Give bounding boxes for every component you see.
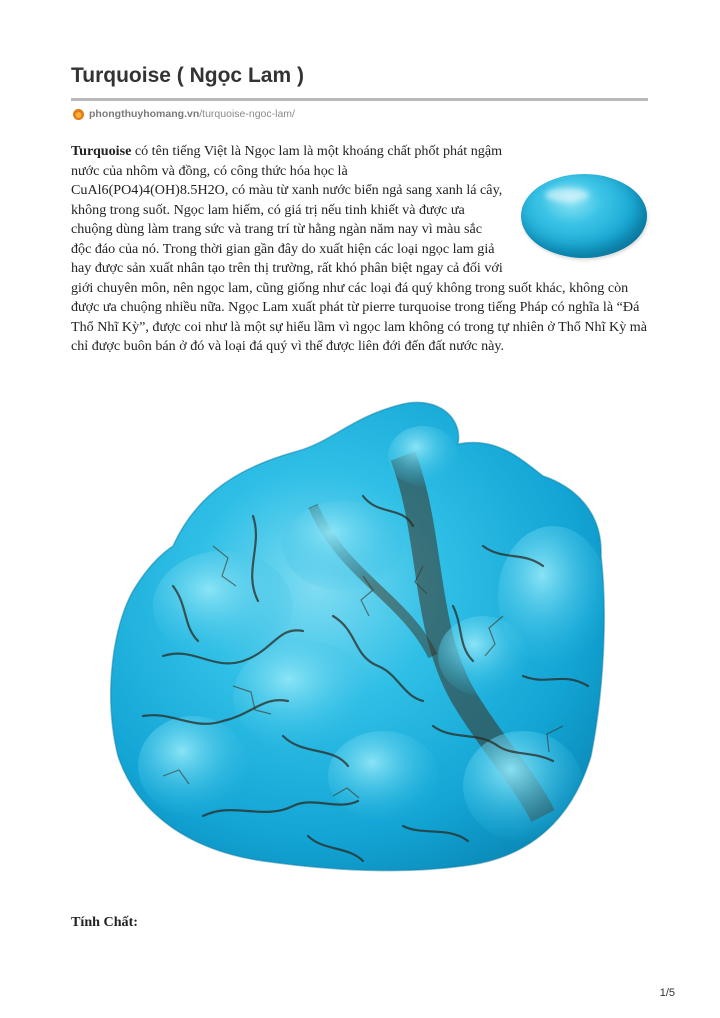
intro-paragraph: [71, 142, 649, 357]
page-number: 1/5: [659, 987, 675, 999]
turquoise-nugget-image: [103, 396, 613, 876]
page-title: Turquoise ( Ngọc Lam ): [71, 64, 304, 87]
source-path[interactable]: /turquoise-ngoc-lam/: [199, 108, 295, 120]
source-line[interactable]: [73, 107, 295, 121]
site-favicon-icon: [73, 109, 84, 120]
section-heading-properties: Tính Chất:: [71, 914, 138, 930]
intro-lead-term: Turquoise: [71, 143, 132, 159]
turquoise-cabochon-image: [513, 156, 647, 256]
title-divider: [71, 98, 648, 101]
intro-body-text: có tên tiếng Việt là Ngọc lam là một khoáng chất phốt phát ngậm nước của nhôm và đồng, có công thức hóa học là CuAl6(PO4)4(OH)8.5H2O, có màu từ xanh nước biển ngả sang xanh lá cây, không trong suốt. Ngọc lam hiếm, có giá trị nếu tinh khiết và được ưa chuộng dùng làm trang sức và trang trí từ hằng ngàn năm nay vì màu sắc độc đáo của nó. Trong thời gian gần đây do xuất hiện các loại ngọc lam giả hay được sản xuất nhân tạo trên thị trường, rất khó phân biệt ngay cả đối với giới chuyên môn, nên ngọc lam, cũng giống như các loại đá quý không trong suốt khác, không còn được ưa chuộng nhiều nữa. Ngọc Lam xuất phát từ pierre turquoise trong tiếng Pháp có nghĩa là “Đá Thổ Nhĩ Kỳ”, được coi như là một sự hiểu lầm vì ngọc lam không có trong tự nhiên ở Thổ Nhĩ Kỳ mà chỉ được buôn bán ở đó và loại đá quý vì thế được liên đới đến đất nước này.: [71, 143, 647, 354]
source-domain[interactable]: phongthuyhomang.vn: [89, 108, 200, 120]
